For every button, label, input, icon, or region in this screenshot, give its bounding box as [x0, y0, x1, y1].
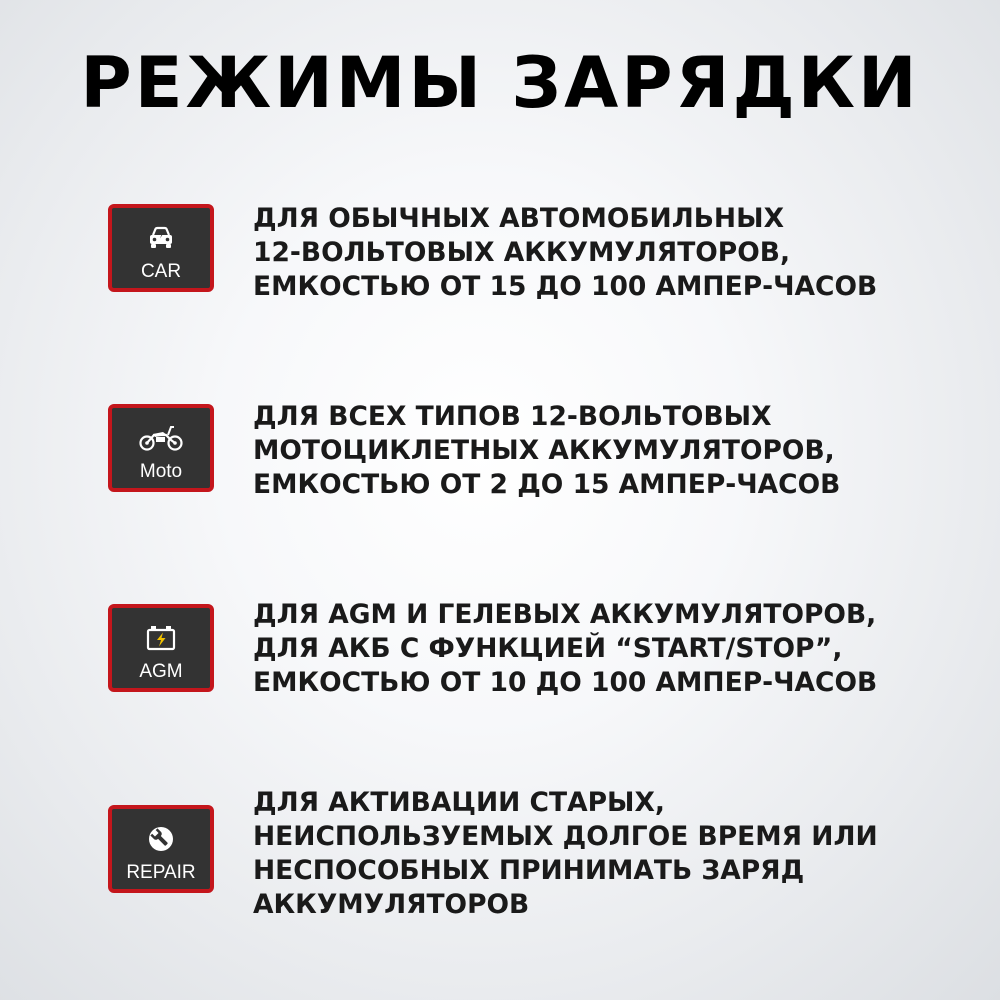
- mode-label: CAR: [140, 261, 182, 282]
- mode-agm: [0, 598, 1000, 728]
- mode-label: Moto: [139, 461, 183, 482]
- mode-repair: [0, 786, 1000, 936]
- description-line: НЕИСПОЛЬЗУЕМЫХ ДОЛГОЕ ВРЕМЯ ИЛИ: [253, 821, 878, 852]
- description-line: ЕМКОСТЬЮ ОТ 10 ДО 100 АМПЕР-ЧАСОВ: [253, 667, 878, 698]
- description-line: 12-ВОЛЬТОВЫХ АККУМУЛЯТОРОВ,: [253, 237, 791, 268]
- description-line: ДЛЯ ВСЕХ ТИПОВ 12-ВОЛЬТОВЫХ: [253, 401, 772, 432]
- description-line: АККУМУЛЯТОРОВ: [253, 889, 530, 920]
- page-title: РЕЖИМЫ ЗАРЯДКИ: [80, 42, 920, 124]
- description-line: ЕМКОСТЬЮ ОТ 2 ДО 15 АМПЕР-ЧАСОВ: [253, 469, 841, 500]
- motorcycle-icon: [112, 420, 210, 456]
- description-line: ДЛЯ ОБЫЧНЫХ АВТОМОБИЛЬНЫХ: [253, 203, 784, 234]
- mode-badge-car: [108, 204, 214, 292]
- mode-badge-repair: [108, 805, 214, 893]
- mode-description-car: [253, 202, 983, 304]
- description-line: ДЛЯ AGM И ГЕЛЕВЫХ АККУМУЛЯТОРОВ,: [253, 599, 877, 630]
- mode-moto: [0, 400, 1000, 530]
- mode-label: REPAIR: [126, 862, 196, 883]
- description-line: ДЛЯ АКТИВАЦИИ СТАРЫХ,: [253, 787, 665, 818]
- mode-label: AGM: [139, 661, 183, 682]
- mode-description-repair: [253, 786, 983, 922]
- wrench-icon: [112, 821, 210, 857]
- battery-icon: [112, 620, 210, 656]
- mode-description-moto: [253, 400, 983, 502]
- car-icon: [112, 220, 210, 256]
- mode-car: [0, 202, 1000, 332]
- description-line: ДЛЯ АКБ С ФУНКЦИЕЙ “START/STOP”,: [253, 633, 843, 664]
- mode-description-agm: [253, 598, 983, 700]
- description-line: ЕМКОСТЬЮ ОТ 15 ДО 100 АМПЕР-ЧАСОВ: [253, 271, 878, 302]
- description-line: НЕСПОСОБНЫХ ПРИНИМАТЬ ЗАРЯД: [253, 855, 805, 886]
- mode-badge-agm: [108, 604, 214, 692]
- mode-badge-moto: [108, 404, 214, 492]
- description-line: МОТОЦИКЛЕТНЫХ АККУМУЛЯТОРОВ,: [253, 435, 835, 466]
